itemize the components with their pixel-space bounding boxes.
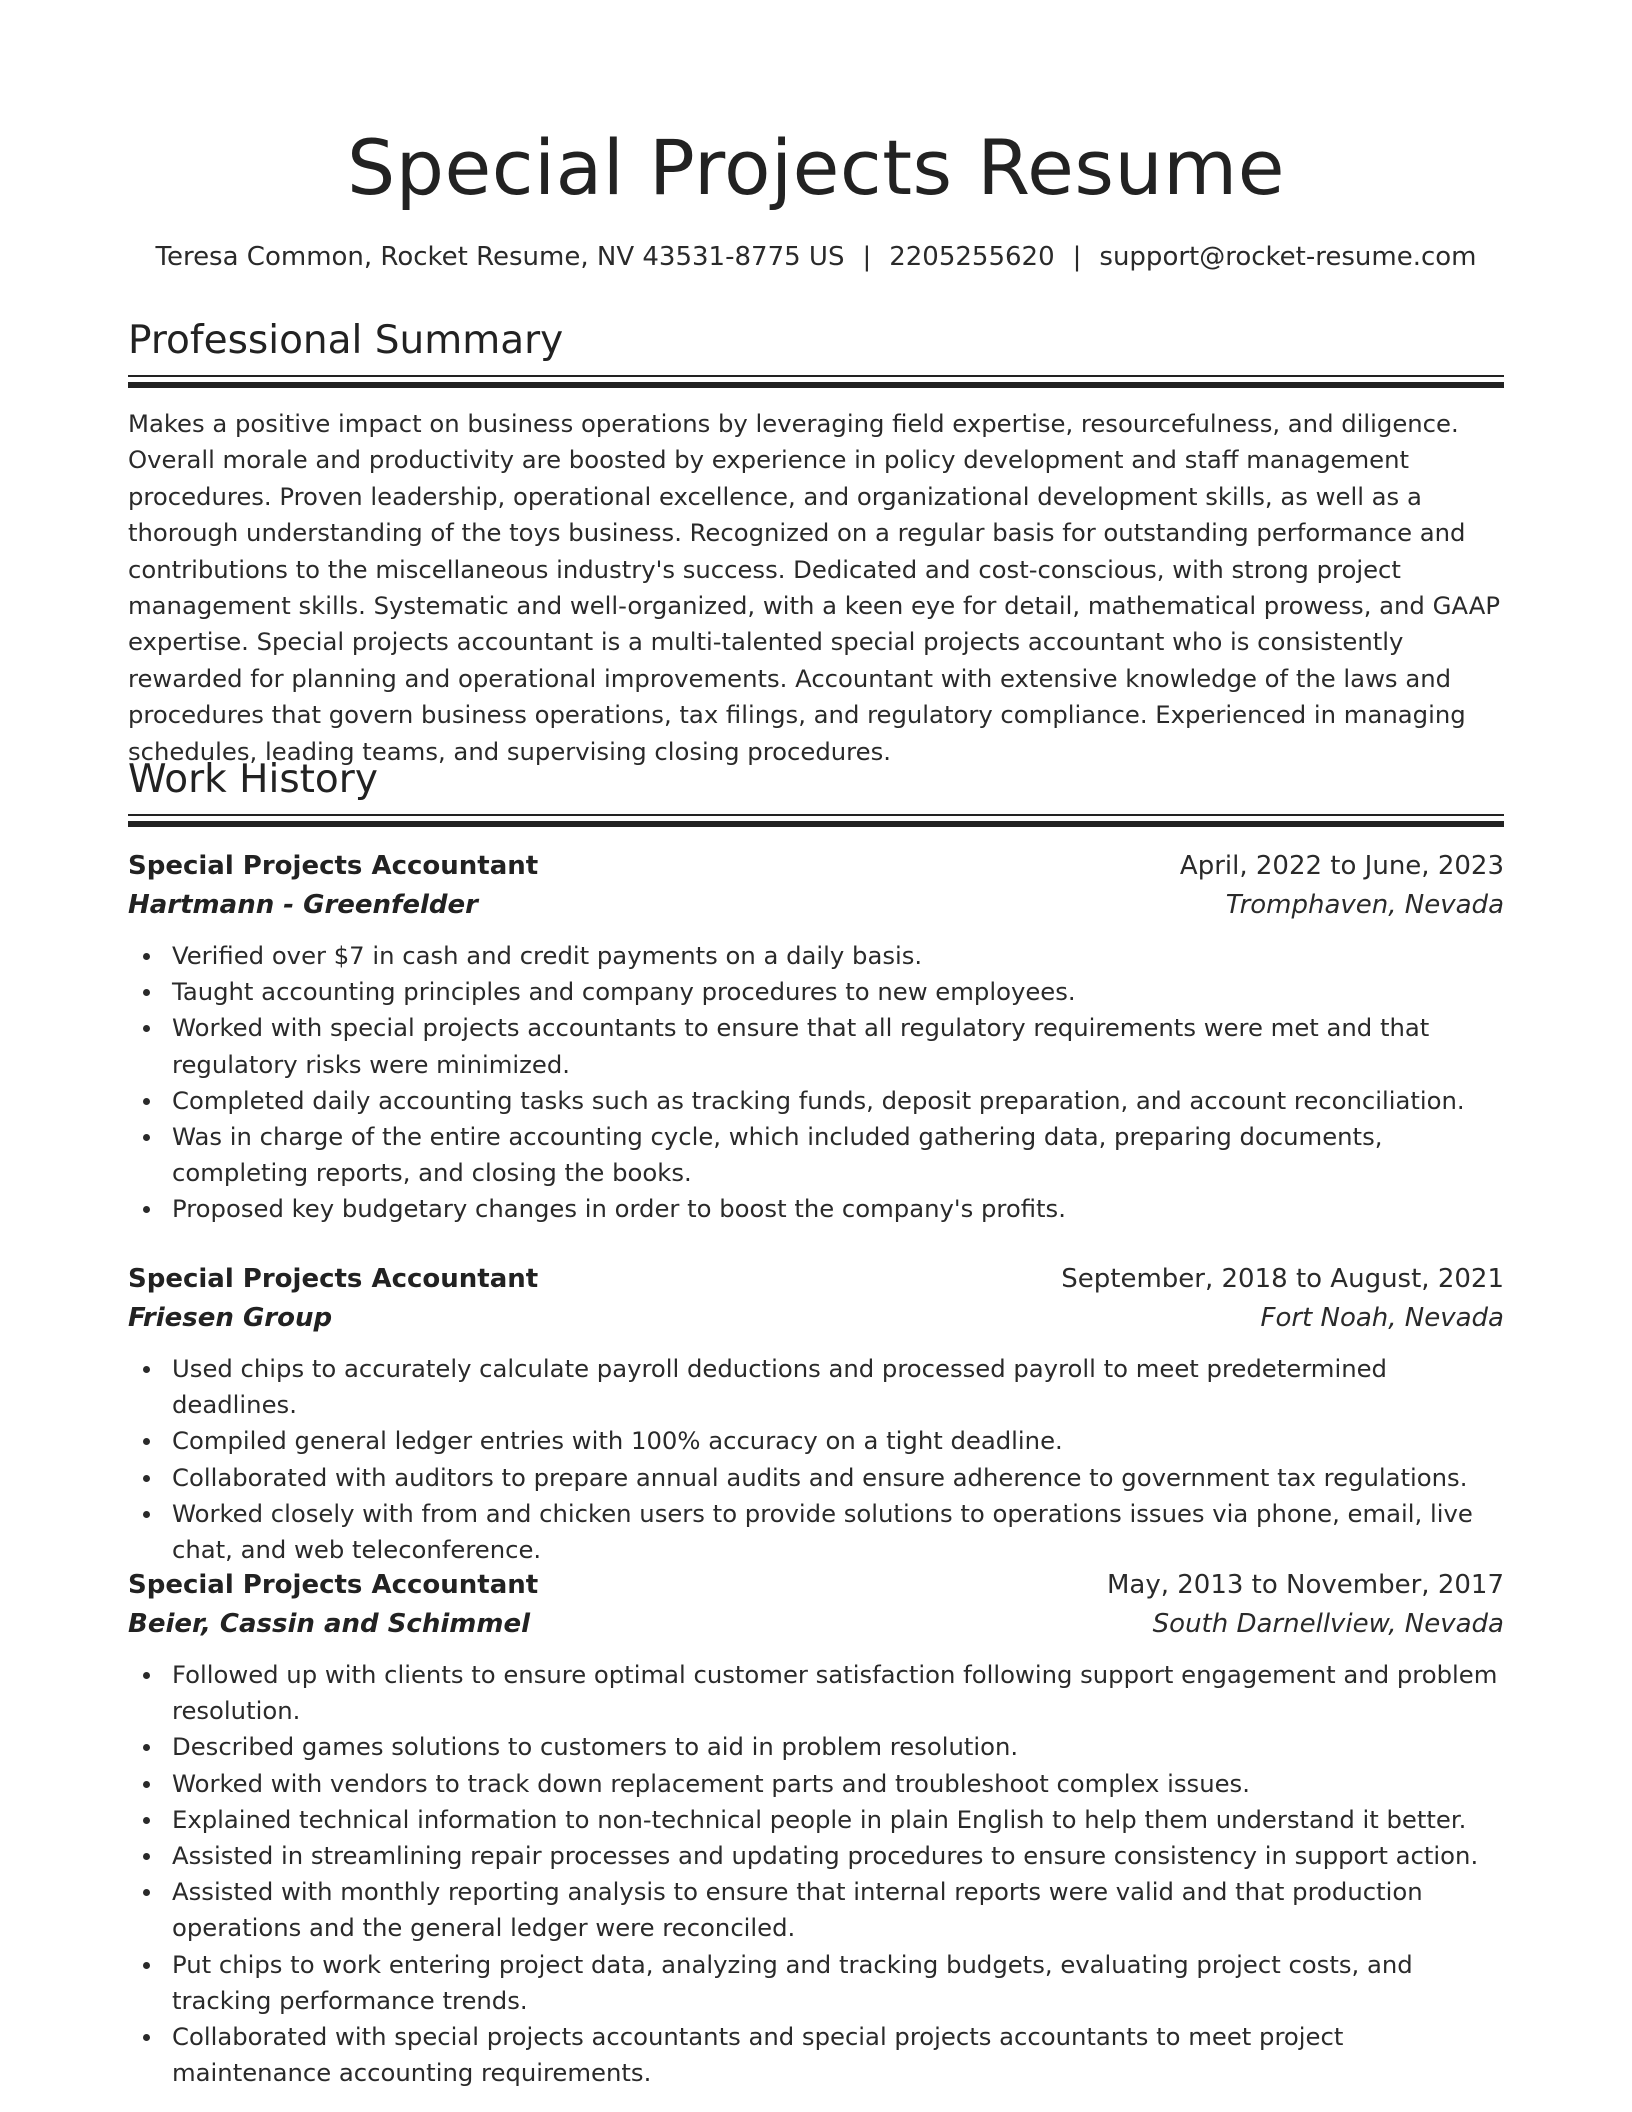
bullet-item: Completed daily accounting tasks such as tracking funds, deposit preparation, and account reconciliation. <box>128 1083 1504 1119</box>
bullet-item: Compiled general ledger entries with 100% accuracy on a tight deadline. <box>128 1423 1504 1459</box>
job-company: Friesen Group <box>128 1303 333 1333</box>
job-entry <box>128 846 1504 1228</box>
job-entry <box>128 1259 1504 1568</box>
job-location: Fort Noah, Nevada <box>1260 1303 1504 1333</box>
job-company: Beier, Cassin and Schimmel <box>128 1609 530 1639</box>
job-bullet-list <box>128 1351 1504 1568</box>
bullet-item: Taught accounting principles and company procedures to new employees. <box>128 974 1504 1010</box>
job-location: Tromphaven, Nevada <box>1225 890 1504 920</box>
section-divider <box>128 375 1504 388</box>
contact-address: Teresa Common, Rocket Resume, NV 43531-8775 US <box>155 242 845 272</box>
work-history-section-header <box>128 755 1504 805</box>
contact-separator: | <box>1072 242 1082 272</box>
job-entry <box>128 1565 1504 2091</box>
bullet-item: Was in charge of the entire accounting cycle, which included gathering data, preparing documents, completing reports, and closing the books. <box>128 1119 1504 1191</box>
bullet-item: Explained technical information to non-technical people in plain English to help them understand it better. <box>128 1802 1504 1838</box>
job-title: Special Projects Accountant <box>128 851 539 881</box>
job-dates: April, 2022 to June, 2023 <box>1179 851 1504 881</box>
bullet-item: Followed up with clients to ensure optimal customer satisfaction following support engagement and problem resolution. <box>128 1657 1504 1729</box>
bullet-item: Collaborated with special projects accountants and special projects accountants to meet project maintenance accounting requirements. <box>128 2019 1504 2091</box>
job-bullet-list <box>128 1657 1504 2091</box>
contact-email: support@rocket-resume.com <box>1099 242 1477 272</box>
contact-phone: 2205255620 <box>889 242 1055 272</box>
bullet-item: Verified over $7 in cash and credit payments on a daily basis. <box>128 938 1504 974</box>
bullet-item: Worked with special projects accountants to ensure that all regulatory requirements were met and that regulatory risks were minimized. <box>128 1010 1504 1082</box>
section-heading: Work History <box>128 757 378 802</box>
bullet-item: Used chips to accurately calculate payroll deductions and processed payroll to meet predetermined deadlines. <box>128 1351 1504 1423</box>
contact-separator: | <box>862 242 872 272</box>
bullet-item: Assisted in streamlining repair processes and updating procedures to ensure consistency in support action. <box>128 1838 1504 1874</box>
job-dates: May, 2013 to November, 2017 <box>1106 1570 1504 1600</box>
job-company: Hartmann - Greenfelder <box>128 890 478 920</box>
bullet-item: Described games solutions to customers to aid in problem resolution. <box>128 1729 1504 1765</box>
bullet-item: Worked closely with from and chicken users to provide solutions to operations issues via phone, email, live chat, and web teleconference. <box>128 1496 1504 1568</box>
bullet-item: Collaborated with auditors to prepare annual audits and ensure adherence to government tax regulations. <box>128 1460 1504 1496</box>
job-dates: September, 2018 to August, 2021 <box>1061 1264 1504 1294</box>
bullet-item: Put chips to work entering project data, analyzing and tracking budgets, evaluating project costs, and tracking performance trends. <box>128 1947 1504 2019</box>
page-title: Special Projects Resume <box>347 123 1285 212</box>
section-divider <box>128 814 1504 827</box>
job-title: Special Projects Accountant <box>128 1264 539 1294</box>
bullet-item: Worked with vendors to track down replacement parts and troubleshoot complex issues. <box>128 1766 1504 1802</box>
job-bullet-list <box>128 938 1504 1228</box>
contact-line <box>128 240 1504 274</box>
section-heading: Professional Summary <box>128 318 564 363</box>
summary-text: Makes a positive impact on business operations by leveraging field expertise, resourcefulness, and diligence. Overall morale and productivity are boosted by experience in policy development and staff management procedures. Proven leadership, operational excellence, and organizational development skills, as well as a thorough understanding of the toys business. Recognized on a regular basis for outstanding performance and contributions to the miscellaneous industry's success. Dedicated and cost-conscious, with strong project management skills. Systematic and well-organized, with a keen eye for detail, mathematical prowess, and GAAP expertise. Special projects accountant is a multi-talented special projects accountant who is consistently rewarded for planning and operational improvements. Accountant with extensive knowledge of the laws and procedures that govern business operations, tax filings, and regulatory compliance. Experienced in managing schedules, leading teams, and supervising closing procedures. <box>128 409 1500 766</box>
summary-section-header <box>128 316 1504 366</box>
bullet-item: Proposed key budgetary changes in order to boost the company's profits. <box>128 1191 1504 1227</box>
job-title: Special Projects Accountant <box>128 1570 539 1600</box>
job-location: South Darnellview, Nevada <box>1152 1609 1504 1639</box>
bullet-item: Assisted with monthly reporting analysis to ensure that internal reports were valid and that production operations and the general ledger were reconciled. <box>128 1874 1504 1946</box>
